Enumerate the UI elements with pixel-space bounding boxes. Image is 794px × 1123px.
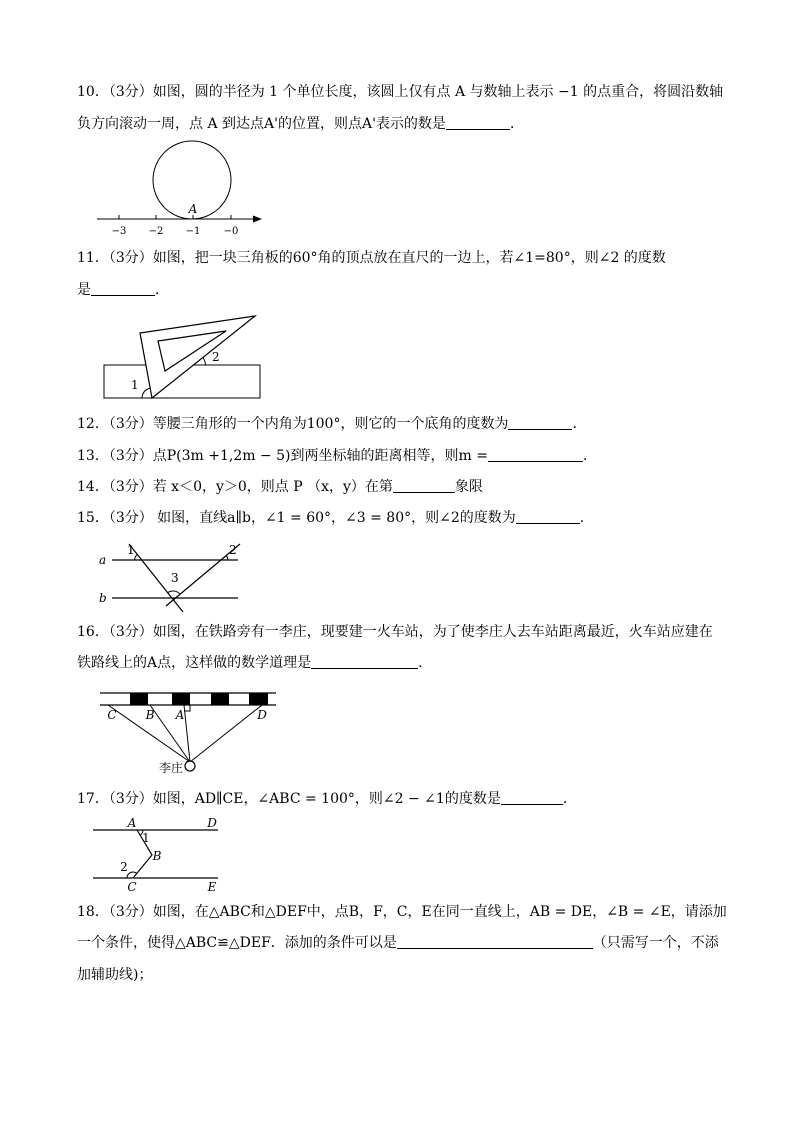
point-b-label: B — [152, 849, 162, 863]
answer-blank — [488, 447, 583, 462]
angle-1-arc — [135, 555, 138, 561]
railway-block — [130, 693, 148, 705]
q10-line2 — [77, 115, 524, 133]
q16-line2-end: ． — [418, 655, 433, 671]
angle-2-arc — [203, 358, 206, 366]
point-c-label: C — [127, 880, 137, 894]
segment-to-a — [184, 705, 190, 762]
q18-line3: 加辅助线)； — [77, 967, 153, 983]
q10-line2-end: ． — [509, 116, 524, 132]
q10-figure — [97, 141, 262, 237]
answer-blank — [446, 115, 510, 130]
q18-line2-text: 一个条件，使得△ABC≌△DEF．添加的条件可以是 — [77, 935, 397, 951]
angle-1-label: 1 — [127, 543, 135, 557]
village-label: 李庄 — [158, 761, 183, 775]
q12-end: ． — [572, 416, 587, 432]
q14-line — [77, 478, 483, 496]
q16-line2-text: 铁路线上的A点，这样做的数学道理是 — [77, 655, 312, 671]
q16-figure — [100, 693, 276, 775]
q15-end: . — [579, 510, 585, 526]
point-a-label: A — [188, 202, 198, 216]
tick-label: −0 — [223, 226, 239, 237]
railway-block — [172, 693, 190, 705]
angle-2-label: 2 — [212, 350, 220, 364]
railway-block — [211, 693, 229, 705]
answer-blank — [508, 415, 572, 430]
q18-line2 — [77, 934, 719, 952]
q10-line1: 10．（3分）如图，圆的半径为 1 个单位长度，该圆上仅有点 A 与数轴上表示 −1 的点重合，将圆沿数轴 — [77, 84, 724, 100]
q15-line — [77, 509, 584, 527]
answer-blank — [501, 790, 563, 805]
q12-text: 12．（3分）等腰三角形的一个内角为100°，则它的一个底角的度数为 — [77, 416, 509, 432]
q17-text: 17．（3分）如图，AD∥CE，∠ABC = 100°，则∠2 − ∠1的度数是 — [77, 791, 501, 807]
point-d-label: D — [207, 816, 217, 830]
answer-blank — [91, 281, 155, 296]
number-line-arrow — [253, 216, 262, 223]
answer-blank — [516, 509, 580, 524]
point-b-label: B — [145, 708, 155, 722]
line-b-label: b — [99, 591, 107, 605]
q15-text: 15．（3分） 如图，直线a∥b，∠1 = 60°，∠3 = 80°，则∠2的度数为 — [77, 510, 516, 526]
q11-line2-text: 是 — [77, 282, 91, 298]
point-e-label: E — [207, 880, 217, 894]
answer-blank — [393, 478, 455, 493]
q16-line2 — [77, 654, 432, 672]
angle-2-label: 2 — [229, 543, 237, 557]
point-d-label: D — [257, 708, 267, 722]
q18-line1: 18．（3分）如图，在△ABC和△DEF中，点B，F，C，E在同一直线上，AB = DE，∠B = ∠E，请添加 — [77, 904, 727, 920]
q18-line2-end: （只需写一个，不添 — [592, 935, 719, 951]
q11-line2 — [77, 281, 169, 299]
q11-figure — [104, 316, 260, 398]
point-c-label: C — [107, 708, 117, 722]
q11-line1: 11．（3分）如图，把一块三角板的60°角的顶点放在直尺的一边上，若∠1=80°，则∠2 的度数 — [77, 250, 666, 266]
angle-2-label: 2 — [120, 860, 128, 874]
point-a-label: A — [175, 708, 185, 722]
q17-line — [77, 790, 577, 808]
q17-figure — [93, 816, 218, 894]
point-a-label: A — [127, 816, 137, 830]
tick-label: −2 — [148, 226, 164, 237]
answer-blank — [397, 934, 593, 949]
q16-line1: 16．（3分）如图，在铁路旁有一李庄，现要建一火车站，为了使李庄人去车站距离最近，火车站应建在 — [77, 624, 713, 640]
line-a-label: a — [99, 553, 107, 567]
q10-line2-text: 负方向滚动一周，点 A 到达点A'的位置，则点A'表示的数是 — [77, 116, 446, 132]
angle-2-arc — [226, 556, 228, 561]
q13-line — [77, 447, 597, 465]
q14-text: 14．（3分）若 x＜0，y＞0，则点 P （x，y）在第 — [77, 479, 393, 495]
railway-block — [249, 693, 268, 705]
angle-1-label: 1 — [142, 831, 150, 845]
q13-end: ． — [582, 448, 597, 464]
angle-3-label: 3 — [171, 571, 179, 585]
tick-label: −1 — [185, 226, 201, 237]
q13-text: 13．（3分）点P(3m +1,2m − 5)到两坐标轴的距离相等，则m = — [77, 448, 488, 464]
angle-3-arc — [167, 591, 180, 594]
village-point — [185, 761, 195, 771]
segment-to-d — [190, 705, 262, 762]
tick-label: −3 — [111, 226, 127, 237]
q17-end: ． — [562, 791, 577, 807]
q14-end: 象限 — [454, 479, 483, 495]
angle-1-label: 1 — [131, 378, 139, 392]
q12-line — [77, 415, 586, 433]
q15-figure — [99, 543, 240, 612]
answer-blank — [311, 654, 418, 669]
q11-line2-end: ． — [155, 282, 169, 298]
